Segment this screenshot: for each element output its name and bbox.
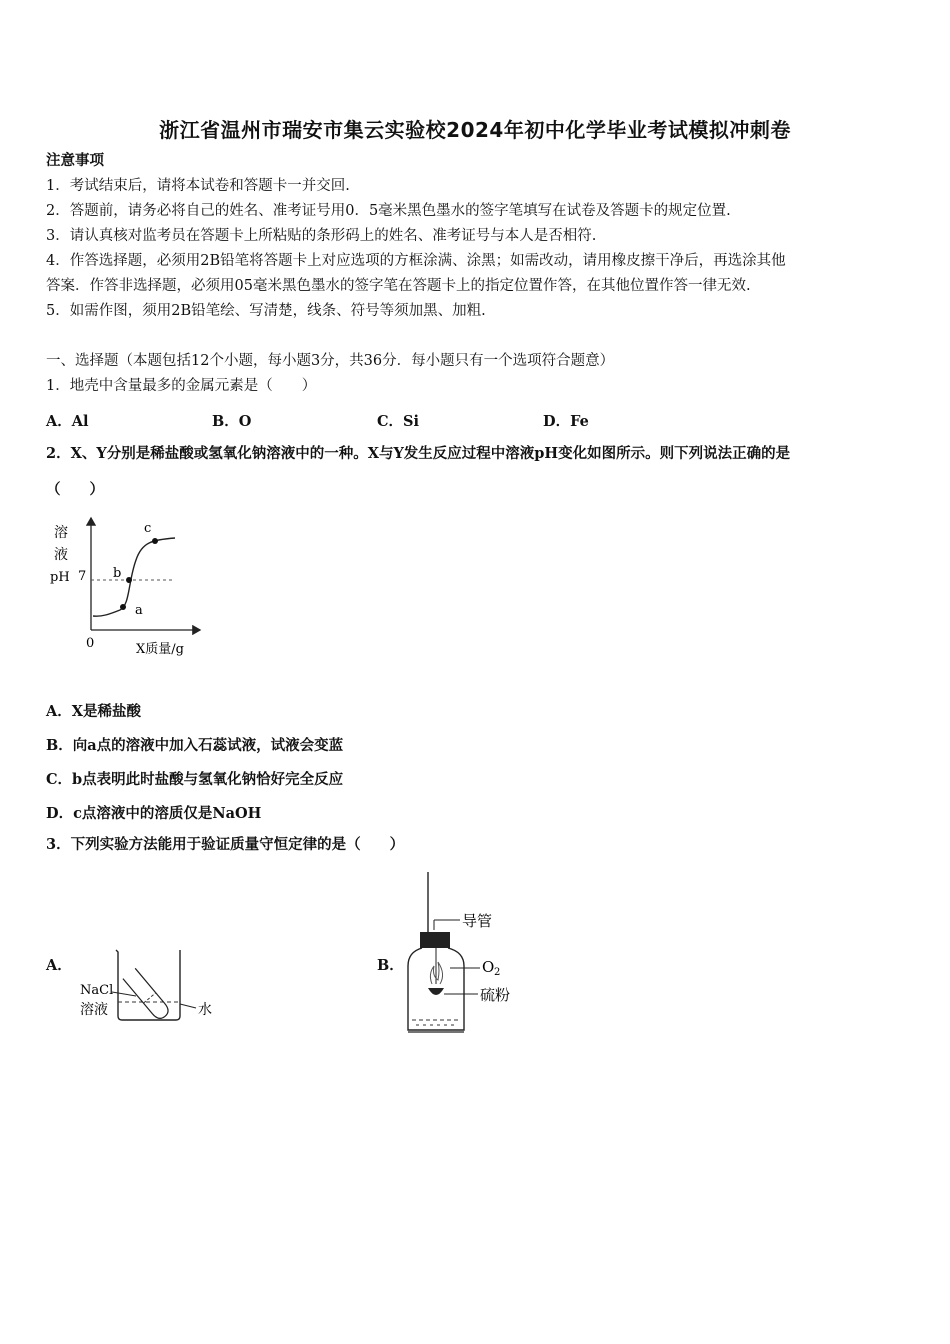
notice-heading: 注意事项: [46, 152, 104, 169]
nacl-label: NaCl: [80, 983, 114, 998]
ph-curve: [93, 538, 175, 616]
jar-diagram: [398, 872, 538, 1037]
q1-option-b: B．O: [212, 413, 252, 430]
ph-graph: [40, 510, 220, 660]
notice-item-2: 2．答题前，请务必将自己的姓名、准考证号用0．5毫米黑色墨水的签字笔填写在试卷及答题卡的规定位置.: [46, 203, 731, 219]
o2-label: O: [482, 958, 495, 976]
sulfur-label: 硫粉: [480, 986, 511, 1004]
q2-option-b: B．向a点的溶液中加入石蕊试液，试液会变蓝: [46, 737, 344, 754]
point-b-dot: [126, 577, 132, 583]
notice-item-4-cont: 答案．作答非选择题，必须用05毫米黑色墨水的签字笔在答题卡上的指定位置作答，在其他位置作答一律无效.: [46, 278, 751, 294]
water-label: 水: [198, 1002, 212, 1018]
q2-option-a: A．X是稀盐酸: [46, 703, 142, 720]
section-heading: 一、选择题（本题包括12个小题，每小题3分，共36分．每小题只有一个选项符合题意）: [46, 353, 615, 369]
origin-label: 0: [86, 636, 95, 651]
notice-item-3: 3．请认真核对监考员在答题卡上所粘贴的条形码上的姓名、准考证号与本人是否相符.: [46, 228, 597, 244]
exam-title: 浙江省温州市瑞安市集云实验校2024年初中化学毕业考试模拟冲刺卷: [159, 118, 791, 142]
point-c-dot: [152, 538, 158, 544]
o2-subscript: 2: [494, 967, 501, 978]
point-a-dot: [120, 604, 126, 610]
notice-item-5: 5．如需作图，须用2B铅笔绘、写清楚，线条、符号等须加黑、加粗.: [46, 303, 486, 319]
beaker-diagram: [76, 940, 226, 1030]
q2-option-c: C．b点表明此时盐酸与氢氧化钠恰好完全反应: [46, 771, 344, 788]
q3-option-b-label: B．: [377, 957, 404, 974]
notice-item-1: 1．考试结束后，请将本试卷和答题卡一并交回.: [46, 178, 350, 194]
y-label-3: pH: [50, 570, 70, 585]
q1-option-c: C．Si: [377, 413, 420, 430]
y-tick-7: 7: [78, 569, 87, 584]
q1-option-a: A．Al: [46, 413, 89, 430]
stopper: [420, 932, 450, 948]
q2-stem: 2．X、Y分别是稀盐酸或氢氧化钠溶液中的一种。X与Y发生反应过程中溶液pH变化如图所示。则下列说法正确的是: [46, 445, 791, 462]
x-label: X质量/g: [136, 642, 184, 657]
q1-stem: 1．地壳中含量最多的金属元素是（ ）: [46, 378, 317, 394]
tube-label: 导管: [462, 912, 493, 930]
point-b-label: b: [113, 566, 122, 581]
q2-stem-cont: （ ）: [46, 481, 104, 498]
q3-stem: 3．下列实验方法能用于验证质量守恒定律的是（ ）: [46, 836, 405, 853]
water-pointer: [180, 1004, 196, 1008]
beaker: [116, 950, 180, 1020]
solution-label: 溶液: [80, 1002, 108, 1018]
notice-item-4: 4．作答选择题，必须用2B铅笔将答题卡上对应选项的方框涂满、涂黑；如需改动，请用橡皮擦干净后，再选涂其他: [46, 253, 786, 269]
point-c-label: c: [144, 521, 152, 536]
q1-option-d: D．Fe: [543, 413, 589, 430]
q3-option-a-label: A．: [46, 957, 72, 974]
y-label-1: 溶: [54, 525, 68, 541]
nacl-pointer: [112, 992, 136, 996]
q2-option-d: D．c点溶液中的溶质仅是NaOH: [46, 805, 262, 822]
y-label-2: 液: [54, 547, 68, 563]
point-a-label: a: [135, 603, 143, 618]
spoon: [428, 988, 444, 995]
